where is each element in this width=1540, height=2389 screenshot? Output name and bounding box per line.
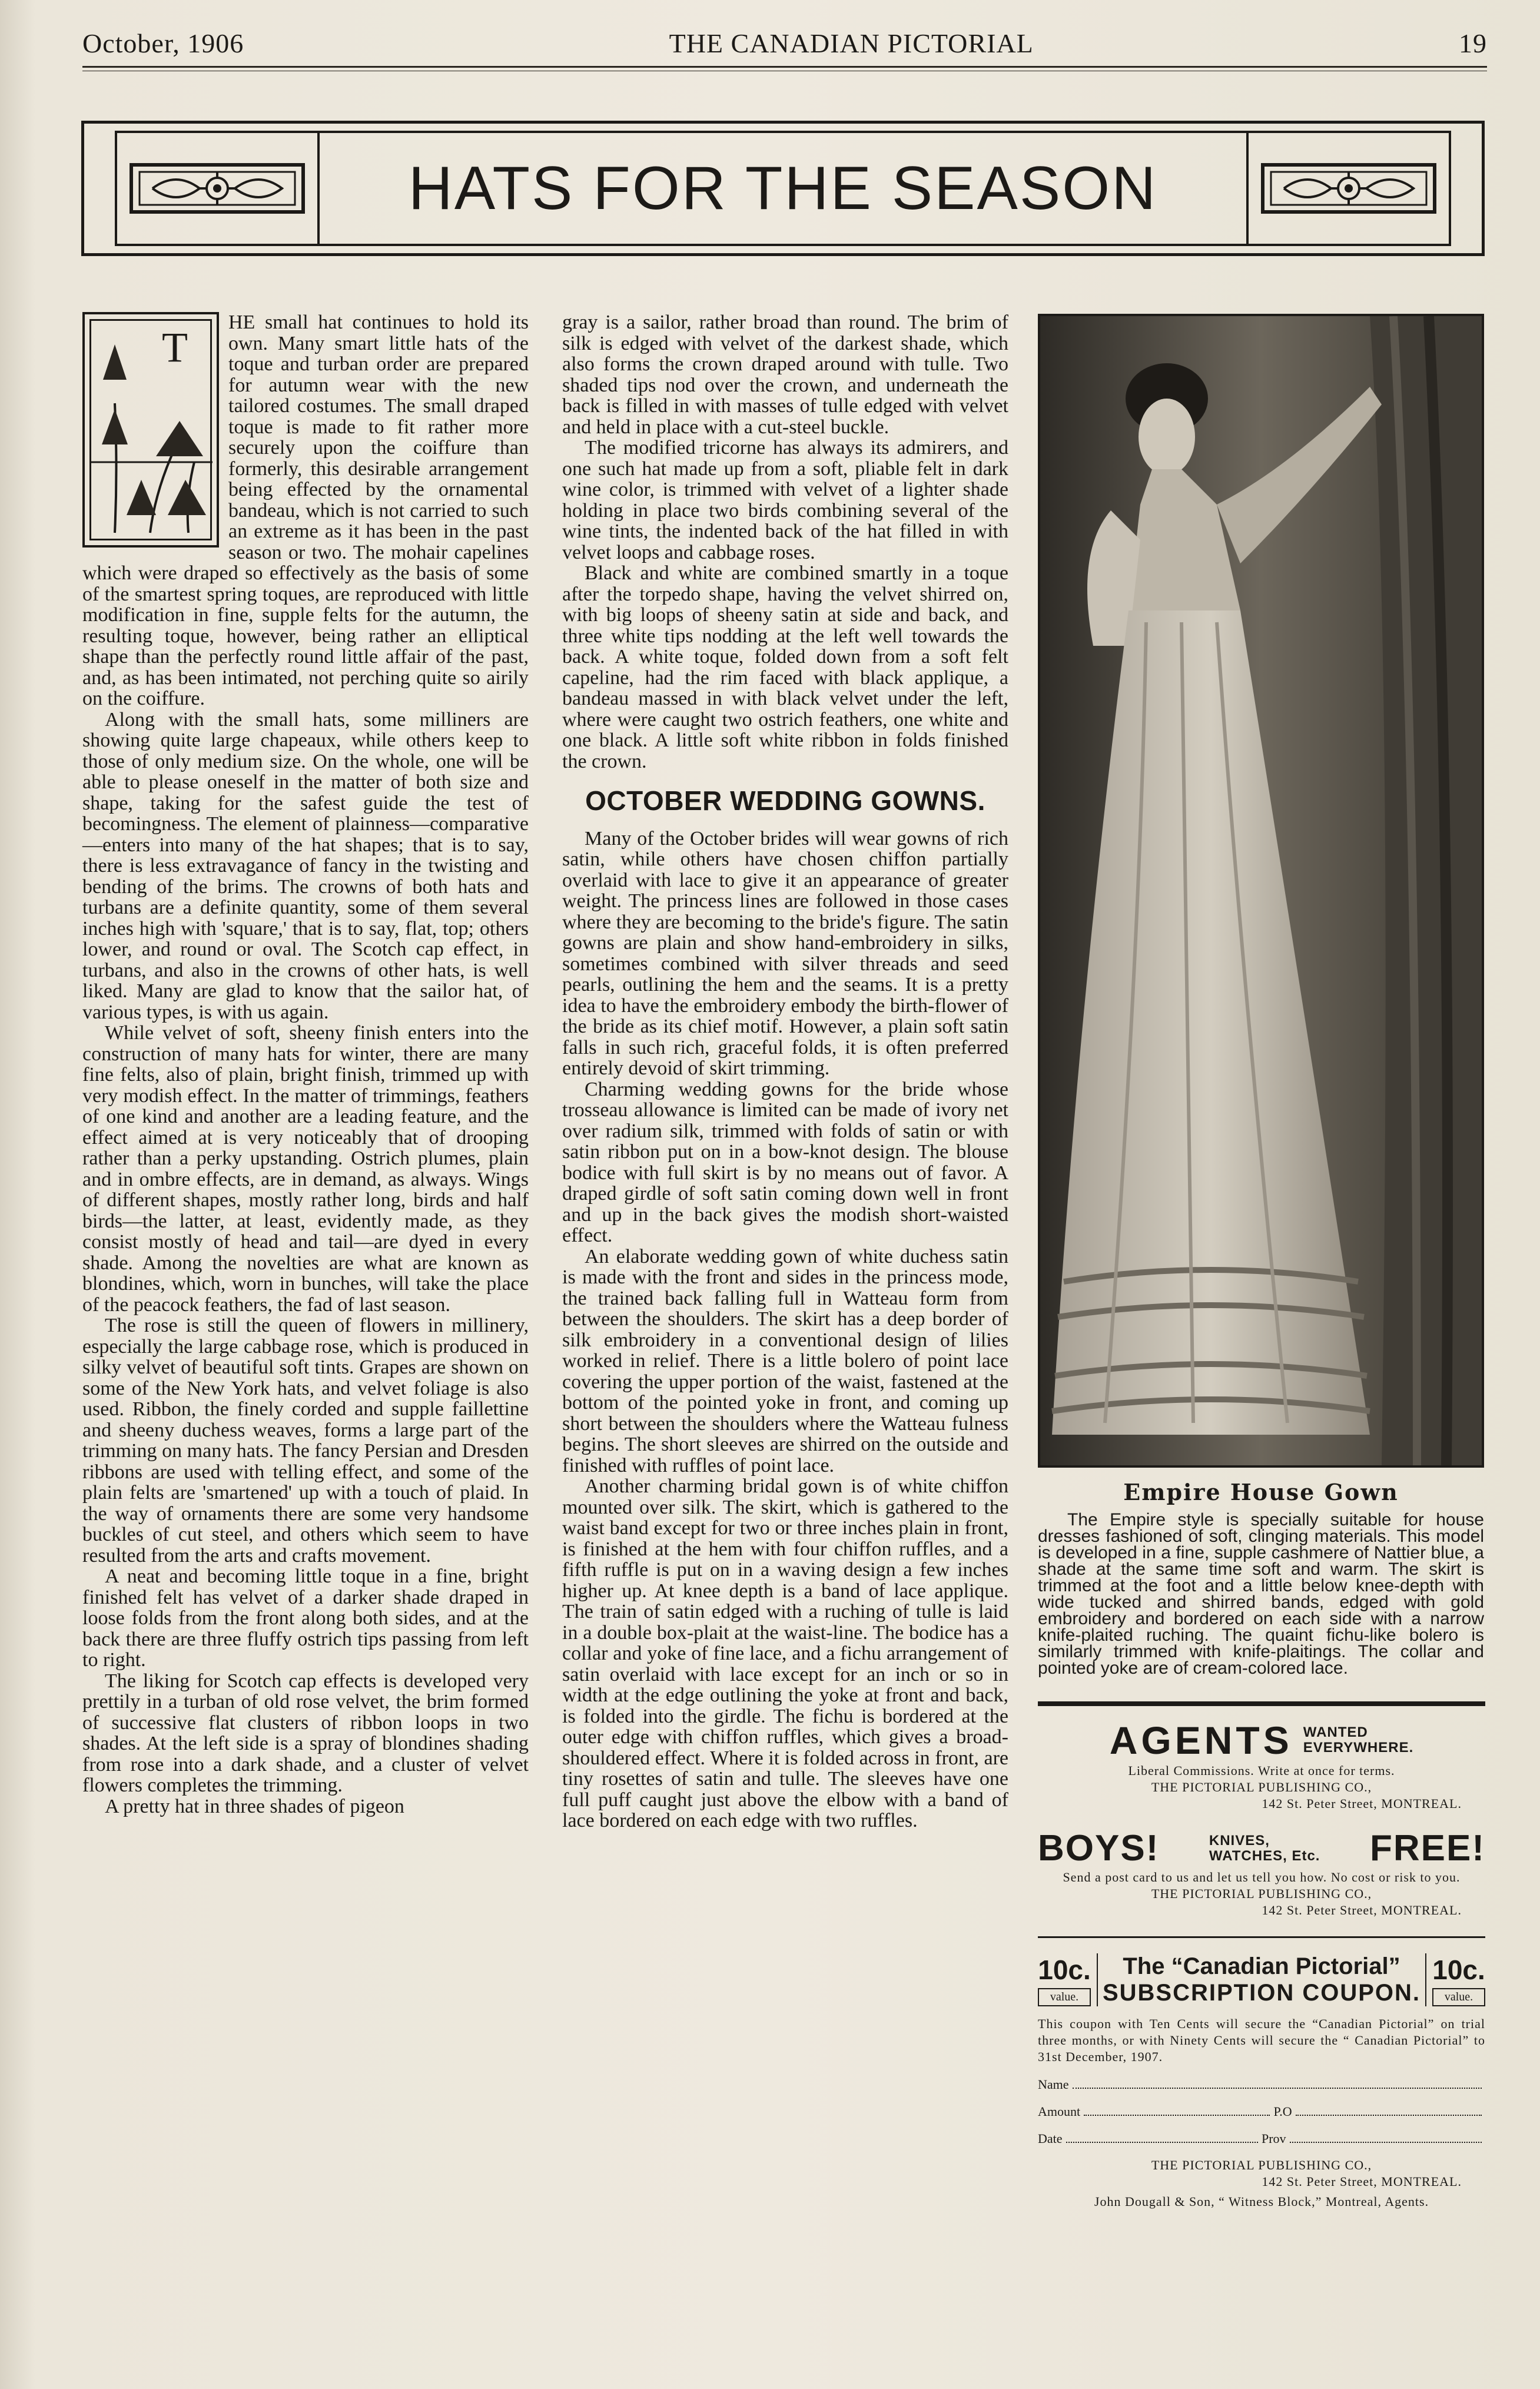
boys-watches: WATCHES, Etc.: [1209, 1847, 1320, 1864]
paragraph: While velvet of soft, sheeny finish enters into the construction of many hats for winter, there are many fine felts, also of plain, bright finish, trimmed up with very modish effect. In the matter of trimmings, feathers of one kind and another are a leading feature, and the effect aimed at is very noticeably that of drooping rather than a perky upstanding. Ostrich plumes, plain and in ombre effects, are in demand, as always. Wings of different shapes, mostly rather long, birds and half birds—the latter, at least, evidently made, as they consist mostly of head and tail—are dyed in every shade. Among the novelties are what are known as blondines, which, worn in bunches, will take the place of the peacock feathers, the fad of last season.: [82, 1022, 529, 1316]
caption-text: The Empire style is specially suitable for house dresses fashioned of soft, clinging materials. This model is developed in a fine, supple cashmere of Nattier blue, a shade at the same time soft and warm. The skirt is trimmed at the foot and a little below knee-depth with wide tucked and shirred bands, edged with gold embroidery and bordered on each side with a narrow knife-plaited ruching. The quaint fichu-like bolero is similarly trimmed with knife-plaitings. The collar and pointed yoke are of cream-colored lace.: [1038, 1510, 1484, 1678]
paragraph: The rose is still the queen of flowers in millinery, especially the large cabbage rose, which is produced in silky velvet of beautiful soft tints. Grapes are shown on some of the New York hats, and velvet foliage is also used. Ribbon, the finely corded and supple faillettine and sheeny duchess weaves, forms a large part of the trimming on many hats. The fancy Persian and Dresden ribbons are used with telling effect, and some of the plain felts are 'smartened' up with a touch of plaid. In the way of ornaments there are some very handsome buckles of cut steel, and others which seem to have resulted from the arts and crafts movement.: [82, 1315, 529, 1567]
paragraph: Charming wedding gowns for the bride whose trosseau allowance is limited can be made of ivory net over radium silk, trimmed with folds of satin or with satin ribbon put on in a bow-knot design. The blouse bodice with full skirt is by no means out of favor. A draped girdle of soft satin coming down well in front and up in the back gives the modish short-waisted effect.: [562, 1078, 1008, 1246]
name-label: Name: [1038, 2077, 1069, 2092]
prov-label: Prov: [1261, 2131, 1286, 2146]
dropcap-ornament: [82, 312, 219, 548]
paragraph: The modified tricorne has always its admirers, and one such hat made up from a soft, pliable felt in dark wine color, is trimmed with velvet of a lighter shade holding in place two birds combining several of the wine tints, the indented back of the hat filled in with velvet loops and cabbage roses.: [562, 437, 1008, 563]
header-rule: [82, 66, 1487, 68]
title-banner: [81, 121, 1485, 256]
agents-wanted: WANTED: [1303, 1724, 1368, 1740]
photo-caption: [1038, 1512, 1484, 1677]
coupon-value-left: value.: [1038, 1988, 1091, 2006]
paragraph: Another charming bridal gown is of white chiffon mounted over silk. The skirt, which is gathered to the waist band except for two or three inches plain in front, is finished at the hem with four chiffon ruffles, and a fifth ruffle is put on in a waving design a few inches higher up. At knee depth is a band of lace applique. The train of satin edged with a ruching of tulle is laid in a double box-plait at the waist-line. The bodice has a collar and yoke of fine lace, and a fichu arrangement of satin overlaid with lace except for an inch or so in width at the edge outlining the yoke at front and back, is folded into the girdle. The fichu is bordered at the outer edge with chiffon ruffles, which gives a broad-shouldered effect. Where it is folded across in front, are tiny rosettes of satin and tulle. The sleeves have one full puff caught just above the elbow with a band of lace bordered on each edge with two ruffles.: [562, 1475, 1008, 1831]
publication-name: THE CANADIAN PICTORIAL: [669, 28, 1034, 58]
coupon-publisher: THE PICTORIAL PUBLISHING CO.,: [1151, 2158, 1372, 2172]
article-column-1: [82, 312, 529, 1817]
ornament-left-icon: [117, 133, 320, 244]
coupon-text: This coupon with Ten Cents will secure the “Canadian Pictorial” on trial three months, or with Ninety Cents will secure the “ Canadian Pictorial” to 31st December, 1907.: [1038, 2016, 1485, 2064]
fashion-photograph: [1038, 314, 1484, 1468]
issue-date: October, 1906: [82, 28, 244, 58]
paragraph: The liking for Scotch cap effects is developed very prettily in a turban of old rose velvet, the brim formed of successive flat clusters of ribbon loops in two shades. At the left side is a spray of blondines shading from rose into a dark shade, and a cluster of velvet flowers completes the trimming.: [82, 1670, 529, 1796]
date-label: Date: [1038, 2131, 1063, 2146]
agents-ad: [1038, 1718, 1485, 1763]
dropcap-letter: T: [162, 324, 188, 371]
paragraph: A neat and becoming little toque in a fine, bright finished felt has velvet of a darker shade draped in loose folds from the front along both sides, and at the back there are three fluffy ostrich tips passing from left to right.: [82, 1565, 529, 1671]
paragraph: Many of the October brides will wear gowns of rich satin, while others have chosen chiffon partially overlaid with lace to give it an appearance of greater weight. The princess lines are followed in those cases where they are becoming to the bride's figure. The satin gowns are plain and show hand-embroidery in silks, sometimes combined with silver threads and seed pearls, outlining the hem and the seams. It is a pretty idea to have the embroidery embody the birth-flower of the bride as its chief motif. However, a plain soft satin falls in such rich, graceful folds, it is often preferred entirely devoid of skirt trimming.: [562, 827, 1008, 1079]
agents-publisher: THE PICTORIAL PUBLISHING CO.,: [1151, 1780, 1372, 1794]
boys-ad: [1038, 1827, 1485, 1869]
coupon-address: 142 St. Peter Street, MONTREAL.: [1262, 2174, 1462, 2189]
coupon-subtitle: SUBSCRIPTION COUPON.: [1102, 1980, 1421, 2006]
agents-address: 142 St. Peter Street, MONTREAL.: [1262, 1796, 1462, 1811]
woman-in-gown-image: [1040, 316, 1482, 1465]
subscription-coupon: [1038, 1936, 1485, 2006]
paragraph: gray is a sailor, rather broad than round. The brim of silk is edged with velvet of the darkest shade, which also forms the crown draped around with tulle. Two shaded tips nod over the crown, and underneath the back is filled in with masses of tulle edged with velvet and held in place with a cut-steel buckle.: [562, 311, 1008, 438]
coupon-title: The “Canadian Pictorial”: [1123, 1953, 1400, 1979]
paragraph: An elaborate wedding gown of white duchess satin is made with the front and sides in the princess mode, the trained back falling full in Watteau form from between the shoulders. The skirt has a deep border of silk embroidery in a conventional design of lilies worked in relief. There is a little bolero of point lace covering the upper portion of the waist, fastened at the bottom of the pointed yoke in front, and coming up short between the shoulders where the Watteau fulness begins. The short sleeves are shirred on the outside and finished with ruffles of point lace.: [562, 1245, 1008, 1476]
coupon-value-right: value.: [1432, 1988, 1485, 2006]
advertisements: [1038, 1701, 1485, 2210]
section-subheading: OCTOBER WEDDING GOWNS.: [585, 785, 985, 816]
ad-divider: [1038, 1701, 1485, 1706]
paragraph: A pretty hat in three shades of pigeon: [105, 1795, 404, 1817]
photo-caption-title: Empire House Gown: [1123, 1479, 1399, 1505]
boys-publisher: THE PICTORIAL PUBLISHING CO.,: [1151, 1886, 1372, 1901]
boys-address: 142 St. Peter Street, MONTREAL.: [1262, 1903, 1462, 1917]
agents-heading: AGENTS: [1109, 1718, 1293, 1762]
free-heading: FREE!: [1370, 1828, 1485, 1869]
agents-credit: John Dougall & Son, “ Witness Block,” Montreal, Agents.: [1094, 2194, 1429, 2209]
paragraph: HE small hat continues to hold its own. Many smart little hats of the toque and turban order are prepared for autumn wear with the new tailored costumes. The small draped toque is made to fit rather more securely upon the coiffure than formerly, this desirable arrangement being effected by the ornamental bandeau, which is not carried to such an extreme as it has been in the past season or two. The mohair capelines which were draped so effectively as the basis of some of the smartest spring toques, are reproduced with little modification in fine, supple felts for the autumn, the resulting toque, however, being rather an elliptical shape than the perfectly round little affair of the past, and, as has been intimated, not perching quite so airily on the coiffure.: [82, 311, 529, 709]
paragraph: Along with the small hats, some milliners are showing quite large chapeaux, while others keep to those of only medium size. On the whole, one will be able to please oneself in the matter of both size and shape, taking for the safest guide the test of becomingness. The element of plainness—comparative—enters into many of the hat shapes; that is to say, there is less extravagance of fancy in the twisting and bending of the brims. The crowns of both hats and turbans are a definite quantity, some of them several inches high with 'square,' that is to say, flat, top; others lower, and round or oval. The Scotch cap effect, in turbans, and also in the crowns of other hats, is well liked. Many are glad to know that the sailor hat, of various types, is with us again.: [82, 708, 529, 1023]
boys-knives: KNIVES,: [1209, 1832, 1270, 1849]
po-label: P.O: [1273, 2104, 1292, 2119]
page-number: 19: [1459, 28, 1487, 58]
agents-everywhere: EVERYWHERE.: [1303, 1740, 1414, 1756]
boys-heading: BOYS!: [1038, 1828, 1160, 1869]
paragraph: Black and white are combined smartly in a toque after the torpedo shape, having the velvet shirred on, with big loops of sheeny satin at side and back, and three white tips nodding at the left well towards the back. A white toque, folded down from a soft felt capeline, had the rim faced with black applique, a bandeau massed in with black velvet under the left, where were caught two ostrich feathers, one white and one black. A little soft white ribbon in folds finished the crown.: [562, 562, 1008, 772]
coupon-amount-right: 10c.: [1432, 1954, 1485, 1985]
date-field[interactable]: [1038, 2131, 1485, 2146]
ornament-right-icon: [1246, 133, 1449, 244]
name-field[interactable]: [1038, 2077, 1485, 2092]
article-title: HATS FOR THE SEASON: [408, 154, 1158, 223]
agents-line: Liberal Commissions. Write at once for terms.: [1128, 1763, 1395, 1778]
article-column-2: [562, 312, 1008, 1831]
amount-label: Amount: [1038, 2104, 1081, 2119]
running-header: [82, 22, 1487, 64]
boys-line: Send a post card to us and let us tell you how. No cost or risk to you.: [1063, 1870, 1461, 1884]
floral-ornament-icon: [91, 321, 213, 541]
coupon-amount-left: 10c.: [1038, 1954, 1091, 1985]
amount-field[interactable]: [1038, 2104, 1485, 2119]
